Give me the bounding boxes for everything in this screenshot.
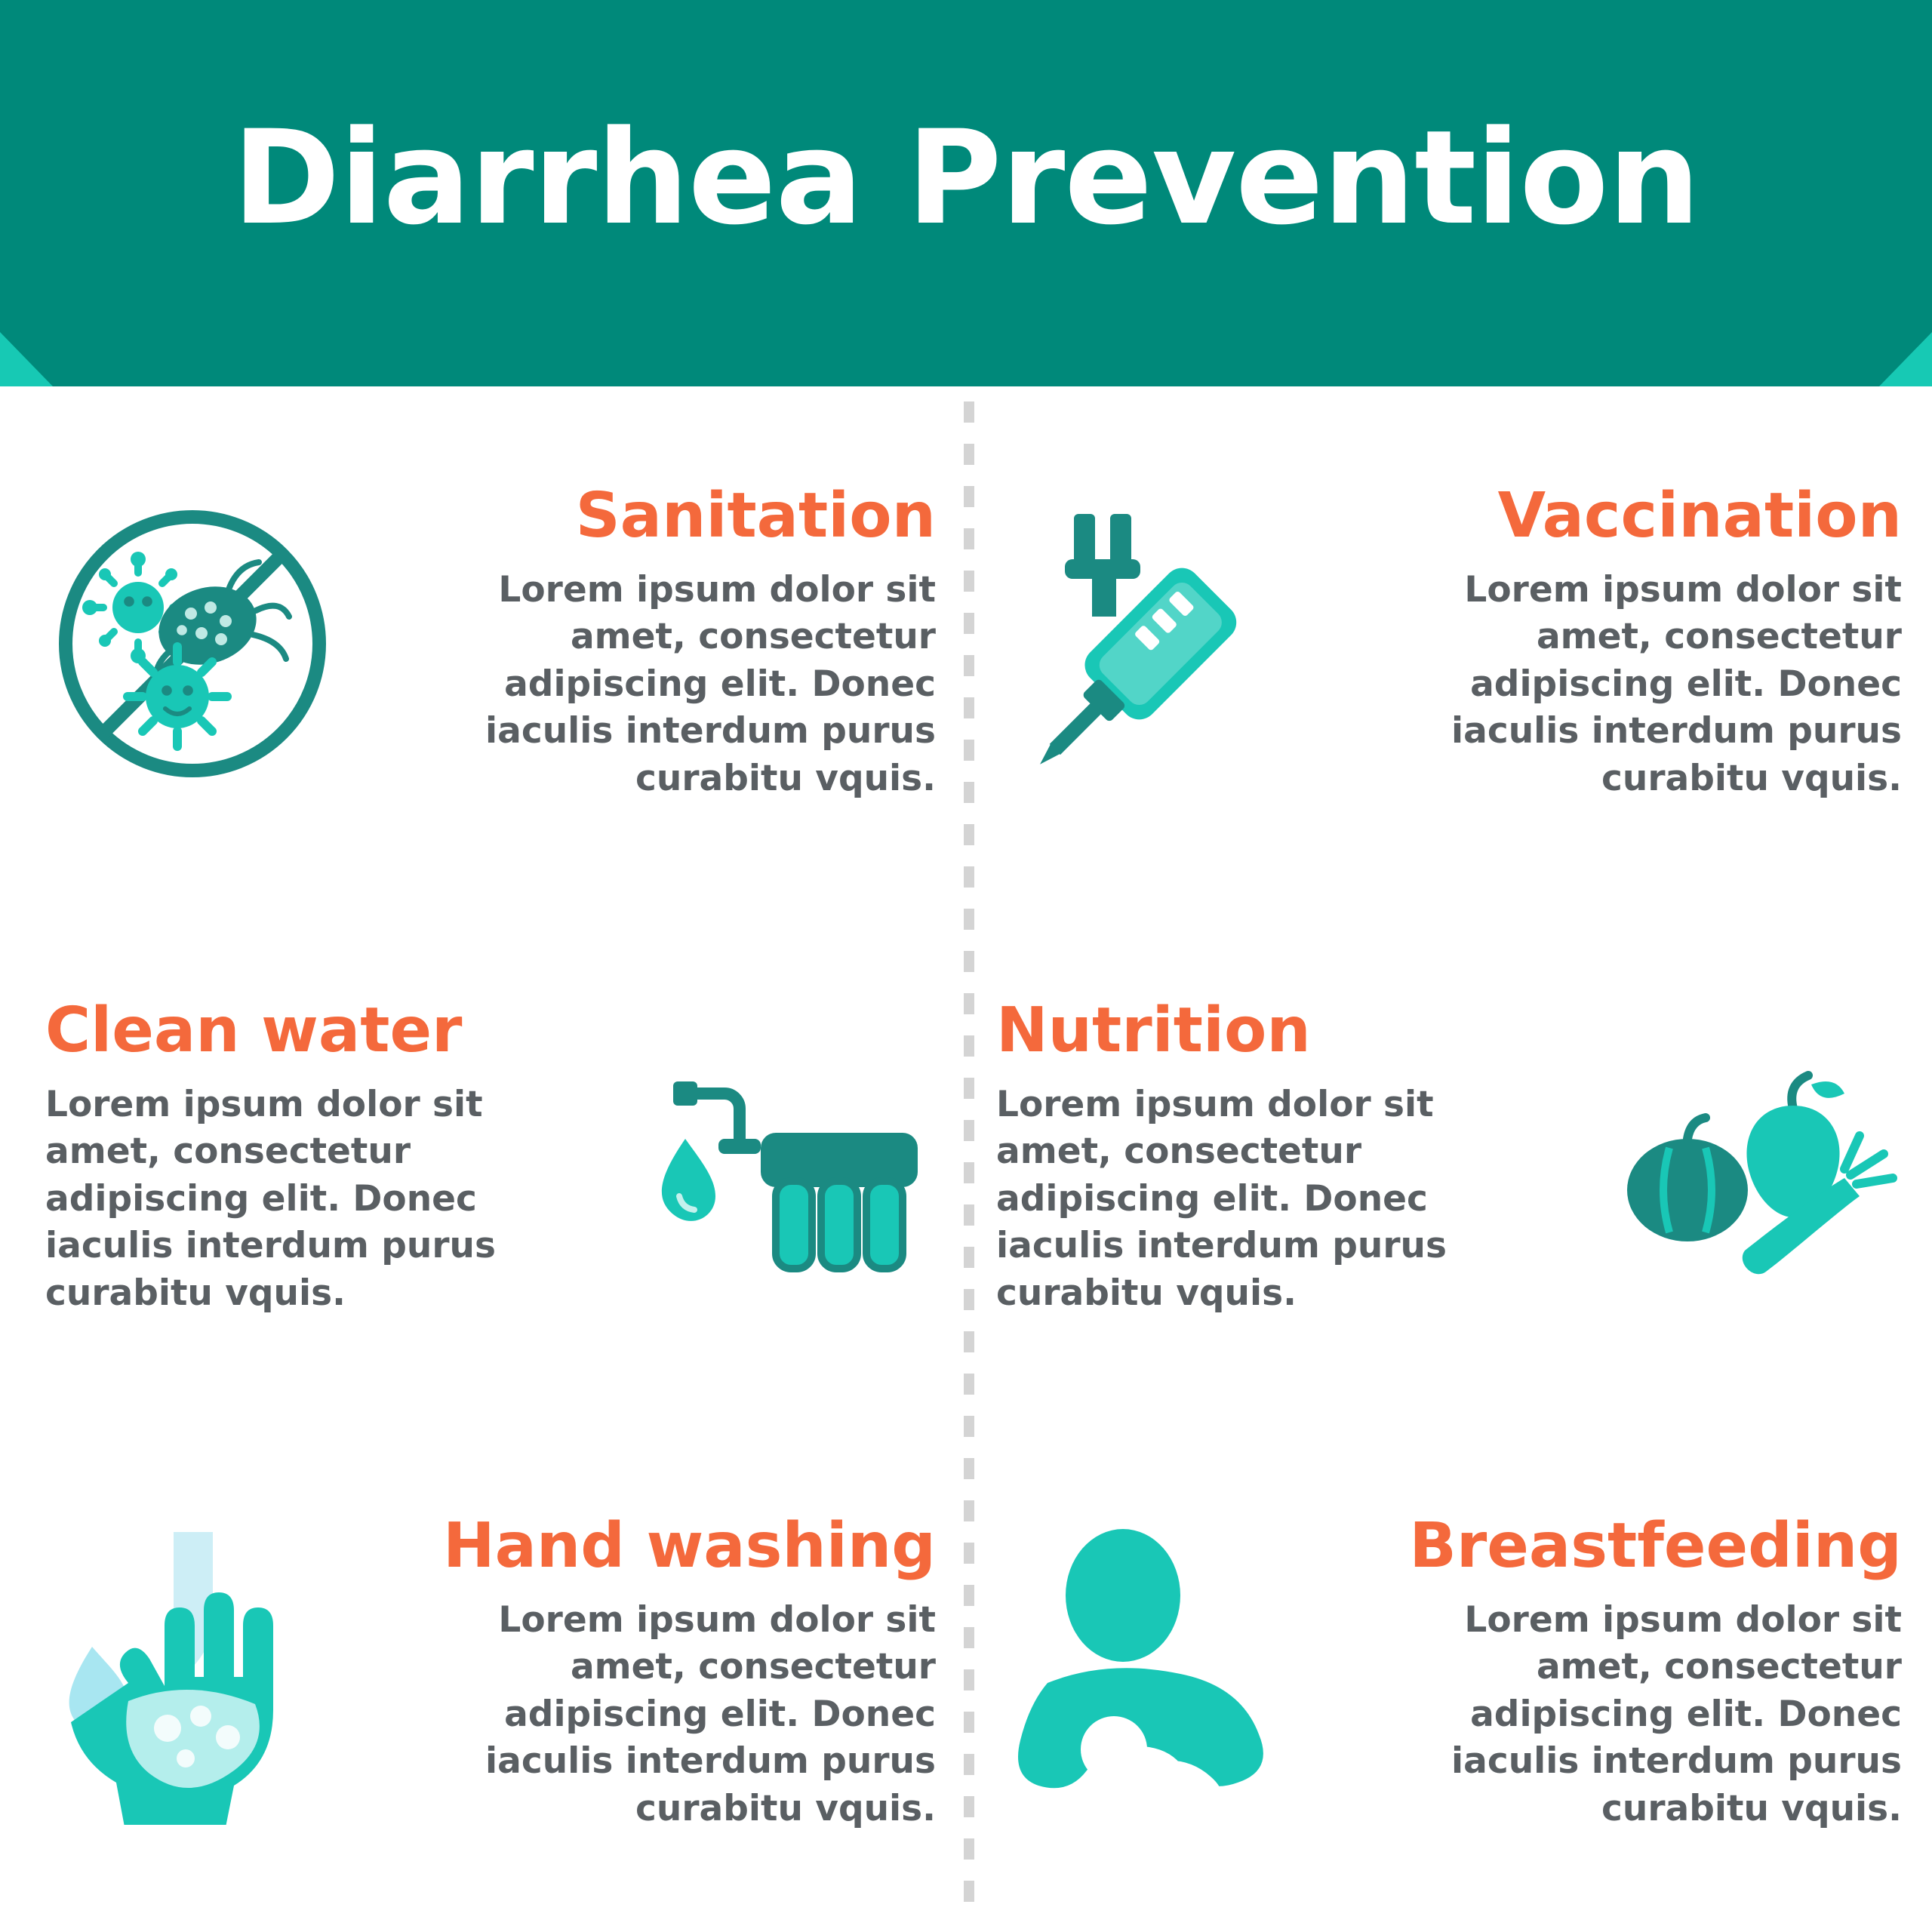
water-filter-icon — [634, 1030, 936, 1287]
vaccination-body: Lorem ipsum dolor sit amet, consectetur adipiscing elit. Donec iaculis interdum purus curabitu vquis. — [1451, 568, 1902, 799]
vaccination-title: Vaccination — [1497, 479, 1902, 552]
hand-washing-body: Lorem ipsum dolor sit amet, consectetur adipiscing elit. Donec iaculis interdum purus curabitu vquis. — [485, 1598, 936, 1829]
breastfeeding-icon — [996, 1523, 1298, 1825]
nutrition-text — [996, 994, 1600, 1318]
section-vaccination — [966, 386, 1932, 901]
clean-water-body: Lorem ipsum dolor sit amet, consectetur adipiscing elit. Donec iaculis interdum purus curabitu vquis. — [45, 1083, 496, 1314]
section-breastfeeding — [966, 1416, 1932, 1932]
breastfeeding-title: Breastfeeding — [1409, 1509, 1902, 1582]
sections-container — [0, 386, 1932, 1932]
page-title: Diarrhea Prevention — [232, 101, 1700, 254]
section-hand-washing — [0, 1416, 966, 1932]
section-nutrition — [966, 901, 1932, 1416]
breastfeeding-text — [1298, 1509, 1902, 1833]
hand-washing-text — [340, 1509, 936, 1833]
section-clean-water — [0, 901, 966, 1416]
header-banner — [0, 0, 1932, 386]
sanitation-text — [355, 479, 936, 803]
clean-water-text — [45, 994, 634, 1318]
breastfeeding-body: Lorem ipsum dolor sit amet, consectetur adipiscing elit. Donec iaculis interdum purus curabitu vquis. — [1451, 1598, 1902, 1829]
no-germs-icon — [30, 493, 355, 795]
syringe-icon — [996, 493, 1321, 795]
sanitation-title: Sanitation — [575, 479, 936, 552]
vaccination-text — [1321, 479, 1902, 803]
nutrition-body: Lorem ipsum dolor sit amet, consectetur adipiscing elit. Donec iaculis interdum purus curabitu vquis. — [996, 1083, 1447, 1314]
hand-washing-title: Hand washing — [442, 1509, 936, 1582]
clean-water-title: Clean water — [45, 994, 463, 1066]
fruits-vegetables-icon — [1600, 1030, 1902, 1287]
nutrition-title: Nutrition — [996, 994, 1311, 1066]
sanitation-body: Lorem ipsum dolor sit amet, consectetur adipiscing elit. Donec iaculis interdum purus curabitu vquis. — [485, 568, 936, 799]
section-sanitation — [0, 386, 966, 901]
washing-hands-icon — [38, 1523, 340, 1825]
